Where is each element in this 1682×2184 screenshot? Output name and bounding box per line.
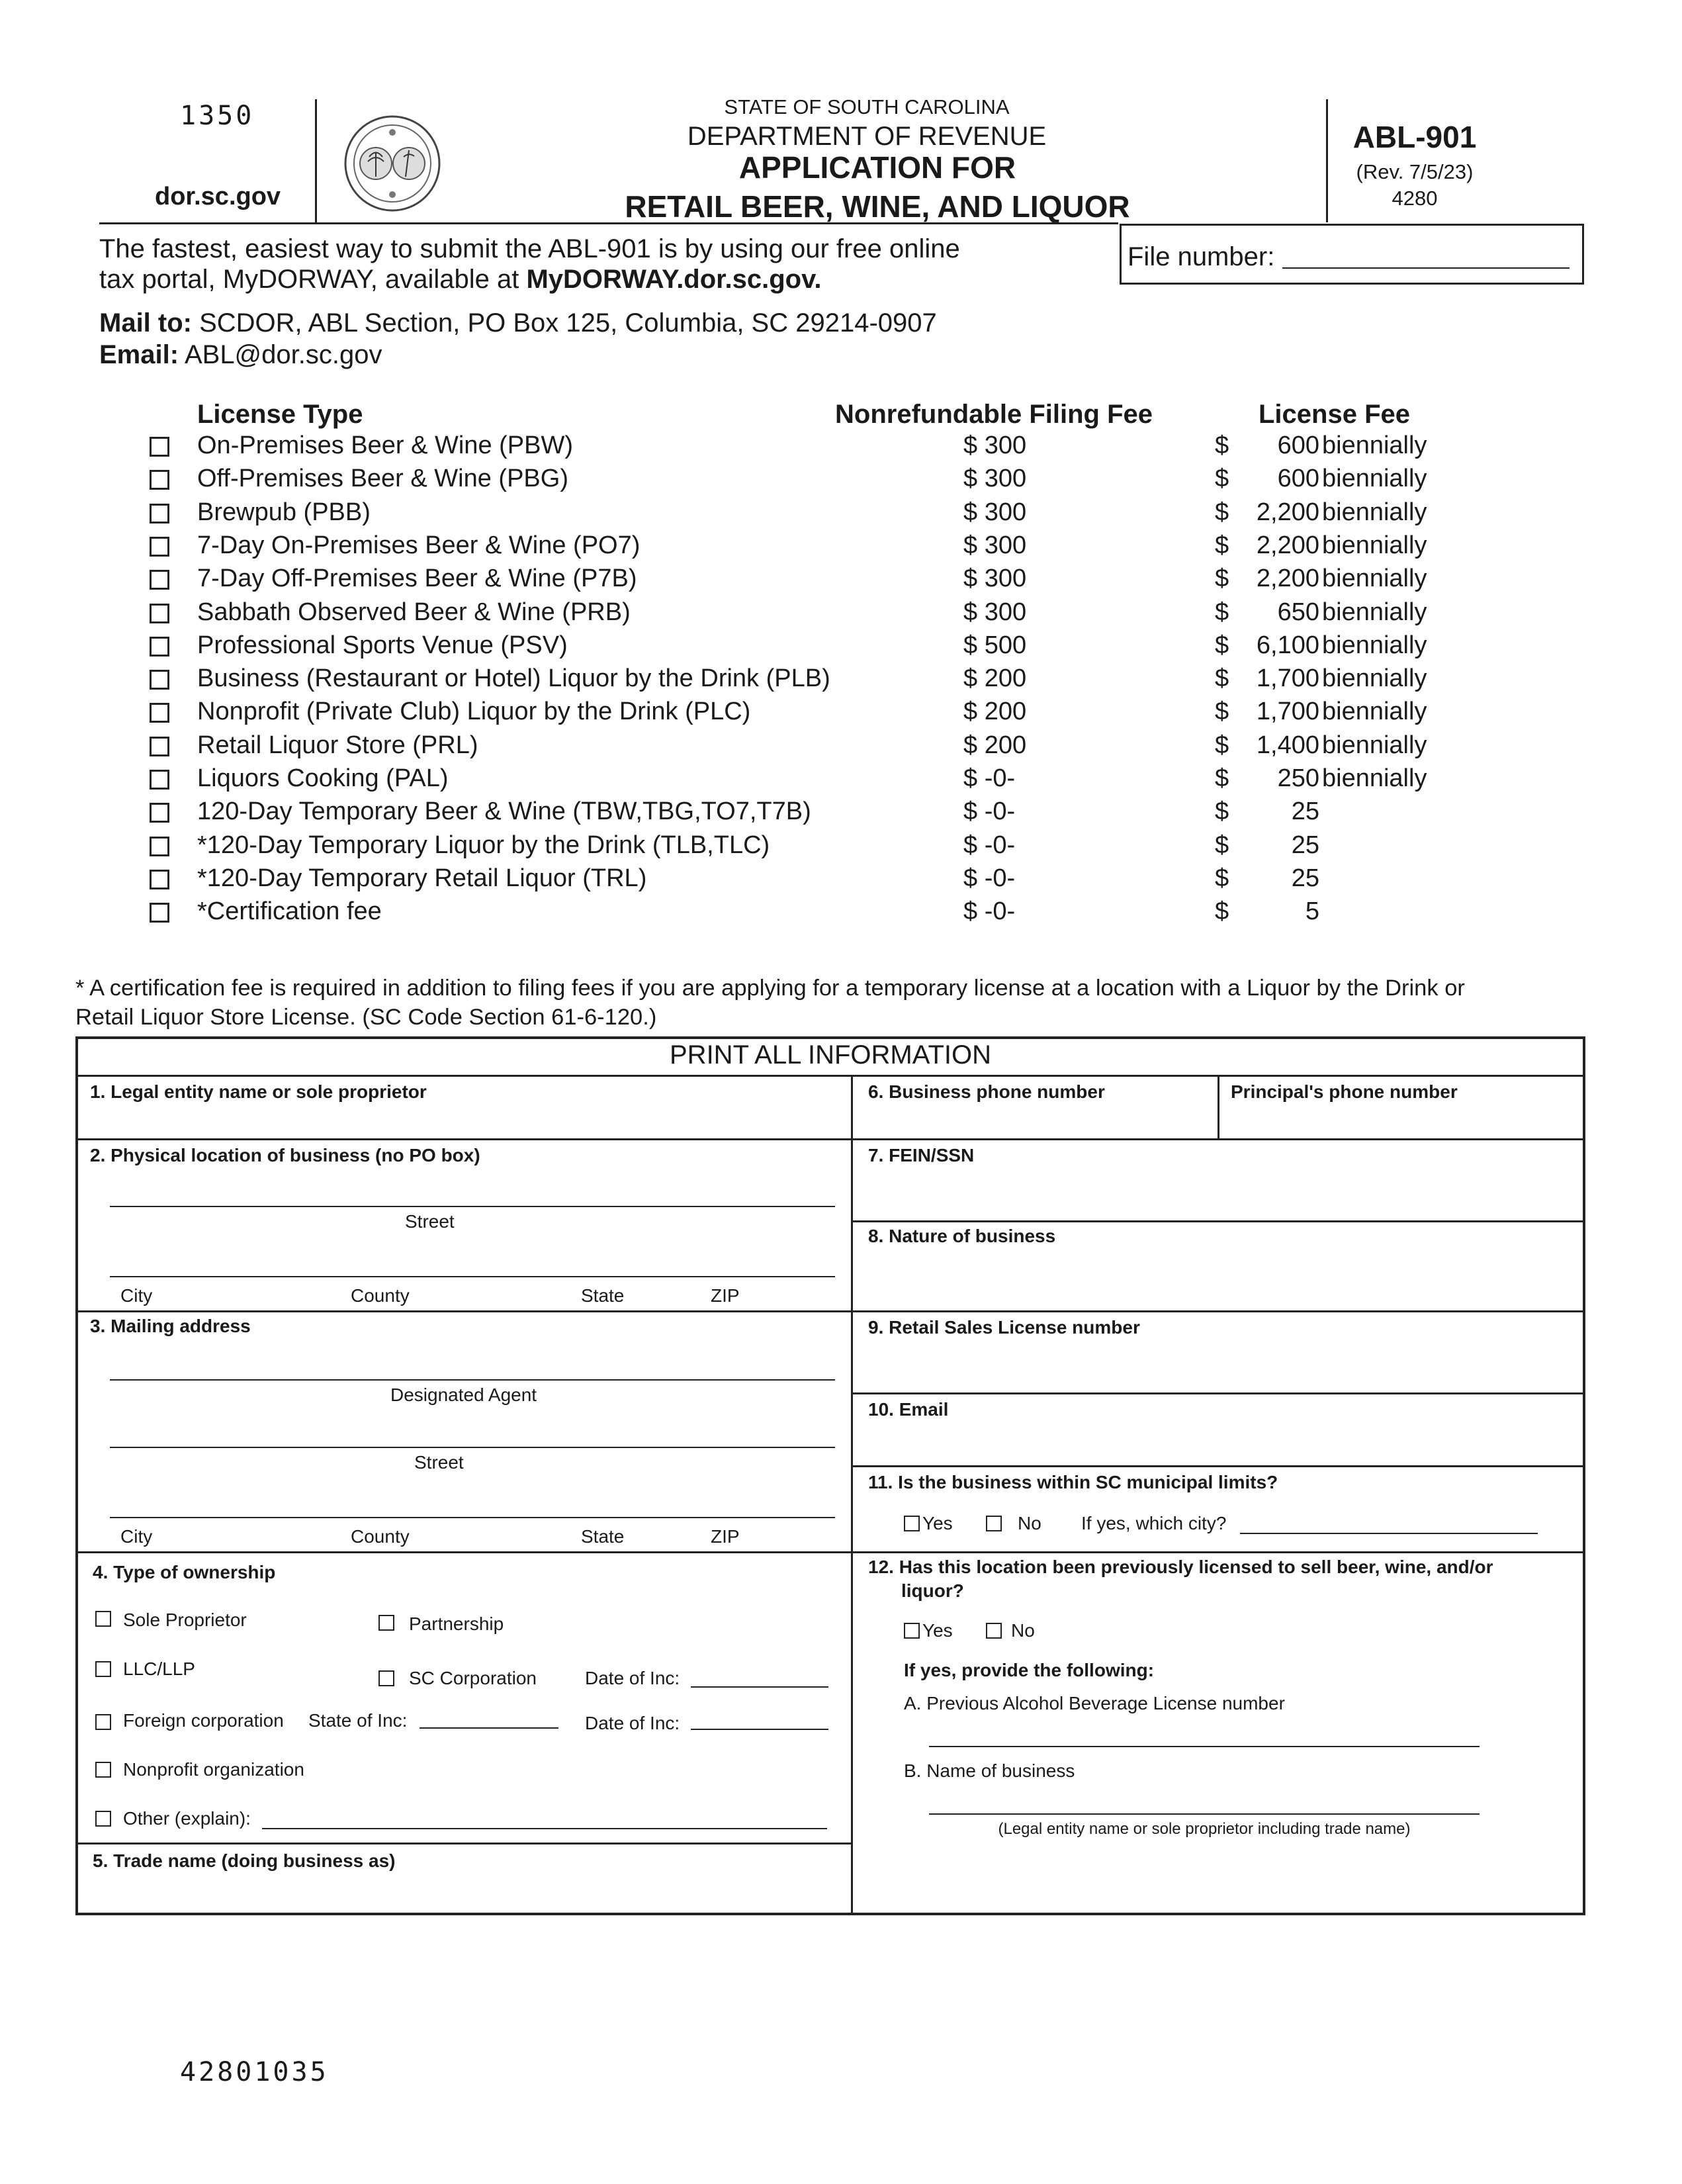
municipal-yes-label: Yes: [922, 1513, 953, 1533]
license-checkbox[interactable]: [150, 870, 169, 889]
foreign-date-of-inc-input[interactable]: [691, 1729, 828, 1730]
field-12-label-line2: liquor?: [901, 1580, 964, 1601]
license-fee-period: biennially: [1322, 498, 1427, 526]
license-fee: 6,100: [1256, 631, 1319, 659]
email-line: [99, 340, 382, 370]
license-name: 7-Day Off-Premises Beer & Wine (P7B): [197, 565, 637, 593]
license-checkbox[interactable]: [150, 470, 169, 490]
license-fee: 25: [1291, 797, 1319, 826]
sc-corporation-checkbox[interactable]: [378, 1670, 394, 1686]
license-fee: 2,200: [1256, 498, 1319, 526]
license-checkbox[interactable]: [150, 803, 169, 823]
sc-date-of-inc-input[interactable]: [691, 1686, 828, 1688]
state-of-inc-label: State of Inc:: [308, 1710, 408, 1731]
license-name: 120-Day Temporary Beer & Wine (TBW,TBG,TO7,T7B): [197, 797, 811, 826]
license-fee-period: biennially: [1322, 598, 1427, 626]
foreign-corporation-checkbox[interactable]: [95, 1714, 111, 1730]
mailing-zip-label: ZIP: [711, 1526, 740, 1547]
form-grid: [75, 1036, 1585, 1915]
license-row: [0, 531, 1682, 565]
legal-entity-input[interactable]: [86, 1105, 844, 1138]
form-number: ABL-901: [1352, 120, 1477, 154]
filing-fee: $ -0-: [963, 864, 1016, 892]
filing-fee: $ -0-: [963, 797, 1016, 826]
which-city-label: If yes, which city?: [1081, 1513, 1227, 1533]
field-7-label: 7. FEIN/SSN: [868, 1145, 975, 1165]
other-ownership-input[interactable]: [262, 1828, 827, 1829]
foreign-corporation-label: Foreign corporation: [123, 1710, 284, 1731]
sole-proprietor-checkbox[interactable]: [95, 1611, 111, 1627]
form-center-divider: [851, 1075, 853, 1915]
filing-fee: $ 500: [963, 631, 1027, 659]
previous-license-yes-checkbox[interactable]: [904, 1623, 920, 1639]
email-address: ABL@dor.sc.gov: [179, 340, 382, 369]
field-11-label: 11. Is the business within SC municipal limits?: [868, 1472, 1278, 1492]
legal-entity-note: (Legal entity name or sole proprietor including trade name): [998, 1820, 1411, 1838]
field-6-label: 6. Business phone number: [868, 1081, 1105, 1102]
field-4-label: 4. Type of ownership: [93, 1562, 276, 1582]
license-checkbox[interactable]: [150, 770, 169, 790]
license-name: On-Premises Beer & Wine (PBW): [197, 432, 573, 459]
license-row: [0, 465, 1682, 498]
license-row: [0, 498, 1682, 531]
filing-fee: $ 300: [963, 598, 1027, 626]
header-bottom-rule: [99, 222, 1118, 224]
barcode-number: 42801035: [180, 2057, 329, 2087]
llc-checkbox[interactable]: [95, 1661, 111, 1677]
state-of-inc-input[interactable]: [420, 1727, 558, 1729]
name-of-business-label: B. Name of business: [904, 1760, 1075, 1781]
license-checkbox[interactable]: [150, 604, 169, 623]
municipal-yes-checkbox[interactable]: [904, 1516, 920, 1531]
print-all-header: PRINT ALL INFORMATION: [670, 1040, 991, 1069]
license-fee-dollar: $: [1215, 498, 1229, 526]
license-fee-dollar: $: [1215, 531, 1229, 559]
designated-agent-label: Designated Agent: [390, 1385, 537, 1405]
mail-to-label: Mail to:: [99, 308, 192, 338]
license-fee-period: biennially: [1322, 764, 1427, 792]
license-fee: 25: [1291, 864, 1319, 892]
license-fee-dollar: $: [1215, 664, 1229, 693]
license-fee-header: License Fee: [1259, 400, 1411, 429]
license-fee: 1,700: [1256, 664, 1319, 693]
designated-agent-input[interactable]: [110, 1379, 835, 1381]
license-fee: 1,400: [1256, 731, 1319, 759]
license-row: [0, 598, 1682, 631]
license-checkbox[interactable]: [150, 670, 169, 690]
license-fee-period: biennially: [1322, 531, 1427, 559]
license-name: Retail Liquor Store (PRL): [197, 731, 478, 759]
license-checkbox[interactable]: [150, 703, 169, 723]
license-name: Professional Sports Venue (PSV): [197, 631, 568, 659]
field-10-label: 10. Email: [868, 1399, 949, 1420]
field-2-label: 2. Physical location of business (no PO box): [90, 1145, 480, 1165]
license-name: Nonprofit (Private Club) Liquor by the Drink (PLC): [197, 698, 751, 726]
license-fee: 600: [1277, 432, 1319, 459]
file-number-label: File number:: [1128, 242, 1275, 271]
physical-street-label: Street: [405, 1211, 455, 1232]
website: dor.sc.gov: [155, 183, 281, 210]
field-8-label: 8. Nature of business: [868, 1226, 1056, 1246]
license-fee: 250: [1277, 764, 1319, 792]
filing-fee: $ -0-: [963, 764, 1016, 792]
field-5-label: 5. Trade name (doing business as): [93, 1850, 396, 1871]
license-row: [0, 897, 1682, 931]
filing-fee: $ 300: [963, 465, 1027, 493]
filing-fee: $ 200: [963, 664, 1027, 693]
other-ownership-checkbox[interactable]: [95, 1811, 111, 1827]
form-code-4280: 4280: [1392, 187, 1438, 210]
rule-after-field-3: [75, 1551, 851, 1553]
license-name: Brewpub (PBB): [197, 498, 371, 526]
if-yes-provide-label: If yes, provide the following:: [904, 1660, 1155, 1680]
mailing-city-label: City: [120, 1526, 153, 1547]
physical-state-label: State: [581, 1285, 625, 1306]
license-name: Liquors Cooking (PAL): [197, 764, 449, 792]
rule-after-field-10: [851, 1465, 1585, 1467]
physical-city-input[interactable]: [110, 1276, 835, 1277]
rule-after-field-4: [75, 1843, 851, 1844]
rule-after-field-6: [851, 1138, 1585, 1140]
principal-phone-label: Principal's phone number: [1231, 1081, 1458, 1102]
license-fee-dollar: $: [1215, 598, 1229, 626]
intro-line2-prefix: tax portal, MyDORWAY, available at: [99, 265, 527, 294]
mailing-county-label: County: [351, 1526, 410, 1547]
license-fee-dollar: $: [1215, 698, 1229, 726]
partnership-label: Partnership: [409, 1614, 504, 1634]
fein-ssn-input[interactable]: [860, 1171, 1577, 1218]
form-title-line1: APPLICATION FOR: [738, 150, 1016, 185]
mailing-city-input[interactable]: [110, 1517, 835, 1518]
license-fee-dollar: $: [1215, 731, 1229, 759]
municipal-no-label: No: [1018, 1513, 1041, 1533]
nature-of-business-input[interactable]: [860, 1251, 1577, 1306]
license-row: [0, 864, 1682, 897]
filing-fee: $ 300: [963, 565, 1027, 593]
license-checkbox[interactable]: [150, 504, 169, 523]
license-row: [0, 731, 1682, 764]
license-checkbox[interactable]: [150, 570, 169, 590]
license-fee: 2,200: [1256, 565, 1319, 593]
portal-link[interactable]: MyDORWAY.dor.sc.gov.: [526, 265, 822, 294]
file-number-field[interactable]: [1282, 267, 1570, 269]
sc-corporation-label: SC Corporation: [409, 1668, 537, 1688]
rule-after-field-11: [851, 1551, 1585, 1553]
license-row: [0, 797, 1682, 831]
license-fee-dollar: $: [1215, 764, 1229, 792]
sc-date-of-inc-label: Date of Inc:: [585, 1668, 680, 1688]
revision-date: (Rev. 7/5/23): [1356, 160, 1474, 183]
nonprofit-checkbox[interactable]: [95, 1762, 111, 1778]
municipal-no-checkbox[interactable]: [986, 1516, 1002, 1531]
license-name: *120-Day Temporary Retail Liquor (TRL): [197, 864, 647, 892]
phone-divider: [1217, 1075, 1219, 1138]
license-fee: 600: [1277, 465, 1319, 493]
license-checkbox[interactable]: [150, 903, 169, 923]
license-fee-dollar: $: [1215, 631, 1229, 659]
license-row: [0, 432, 1682, 465]
state-name: STATE OF SOUTH CAROLINA: [724, 95, 1010, 118]
license-fee-dollar: $: [1215, 465, 1229, 493]
license-fee-dollar: $: [1215, 797, 1229, 826]
mailing-street-input[interactable]: [110, 1447, 835, 1448]
form-title-line2: RETAIL BEER, WINE, AND LIQUOR: [625, 189, 1130, 224]
filing-fee: $ -0-: [963, 897, 1016, 926]
license-fee-period: biennially: [1322, 465, 1427, 493]
previous-license-no-label: No: [1011, 1620, 1035, 1641]
license-fee-period: biennially: [1322, 432, 1427, 459]
previous-license-number-input[interactable]: [929, 1746, 1480, 1747]
rule-after-field-2: [75, 1310, 851, 1312]
license-row: [0, 565, 1682, 598]
license-name: Sabbath Observed Beer & Wine (PRB): [197, 598, 631, 626]
mailing-state-label: State: [581, 1526, 625, 1547]
physical-zip-label: ZIP: [711, 1285, 740, 1306]
partnership-checkbox[interactable]: [378, 1615, 394, 1631]
physical-county-label: County: [351, 1285, 410, 1306]
license-checkbox[interactable]: [150, 737, 169, 756]
previous-license-no-checkbox[interactable]: [986, 1623, 1002, 1639]
license-fee-dollar: $: [1215, 565, 1229, 593]
license-fee-period: biennially: [1322, 631, 1427, 659]
filing-fee: $ -0-: [963, 831, 1016, 859]
sole-proprietor-label: Sole Proprietor: [123, 1610, 247, 1630]
nonprofit-label: Nonprofit organization: [123, 1759, 304, 1780]
license-row: [0, 764, 1682, 797]
rule-after-field-8: [851, 1310, 1585, 1312]
previous-license-number-label: A. Previous Alcohol Beverage License number: [904, 1693, 1285, 1713]
license-fee-period: biennially: [1322, 731, 1427, 759]
license-fee: 2,200: [1256, 531, 1319, 559]
rule-after-field-9: [851, 1392, 1585, 1394]
mailing-street-label: Street: [414, 1452, 464, 1473]
mail-to: [99, 308, 937, 338]
footnote-line2: Retail Liquor Store License. (SC Code Section 61-6-120.): [75, 1005, 657, 1030]
filing-fee: $ 200: [963, 698, 1027, 726]
license-row: [0, 698, 1682, 731]
license-checkbox[interactable]: [150, 837, 169, 856]
license-checkbox[interactable]: [150, 637, 169, 657]
email-label: Email:: [99, 340, 179, 369]
license-name: Off-Premises Beer & Wine (PBG): [197, 465, 568, 493]
intro-line1: The fastest, easiest way to submit the ABL-901 is by using our free online: [99, 234, 960, 263]
field-12-label-line1: 12. Has this location been previously licensed to sell beer, wine, and/or: [868, 1557, 1493, 1577]
license-fee-period: biennially: [1322, 565, 1427, 593]
llc-label: LLC/LLP: [123, 1659, 195, 1679]
field-3-label: 3. Mailing address: [90, 1316, 251, 1336]
filing-fee: $ 300: [963, 531, 1027, 559]
license-fee-period: biennially: [1322, 664, 1427, 693]
license-type-header: License Type: [197, 400, 363, 429]
license-fee-dollar: $: [1215, 831, 1229, 859]
license-row: [0, 664, 1682, 698]
business-phone-input[interactable]: [860, 1105, 1211, 1136]
intro-line2: [99, 265, 822, 295]
field-1-label: 1. Legal entity name or sole proprietor: [90, 1081, 427, 1102]
retail-sales-license-input[interactable]: [860, 1343, 1577, 1390]
filing-fee: $ 300: [963, 498, 1027, 526]
license-name: *120-Day Temporary Liquor by the Drink (TLB,TLC): [197, 831, 770, 859]
footnote-line1: * A certification fee is required in addition to filing fees if you are applying for a temporary license at a location with a Liquor by the Drink or: [75, 976, 1465, 1001]
form-code: 1350: [180, 101, 255, 131]
license-row: [0, 631, 1682, 664]
license-fee: 650: [1277, 598, 1319, 626]
license-fee-dollar: $: [1215, 432, 1229, 459]
rule-after-field-1: [75, 1138, 851, 1140]
license-row: [0, 831, 1682, 864]
license-fee-dollar: $: [1215, 897, 1229, 926]
license-checkbox[interactable]: [150, 437, 169, 457]
trade-name-input[interactable]: [86, 1876, 844, 1909]
rule-after-field-7: [851, 1220, 1585, 1222]
principal-phone-input[interactable]: [1227, 1105, 1577, 1136]
license-name: *Certification fee: [197, 897, 382, 926]
other-ownership-label: Other (explain):: [123, 1808, 251, 1829]
license-fee: 1,700: [1256, 698, 1319, 726]
license-name: 7-Day On-Premises Beer & Wine (PO7): [197, 531, 641, 559]
license-name: Business (Restaurant or Hotel) Liquor by the Drink (PLB): [197, 664, 830, 693]
filing-fee: $ 300: [963, 432, 1027, 459]
physical-street-input[interactable]: [110, 1206, 835, 1207]
license-fee-dollar: $: [1215, 864, 1229, 892]
license-fee: 25: [1291, 831, 1319, 859]
which-city-input[interactable]: [1240, 1533, 1538, 1534]
previous-license-yes-label: Yes: [922, 1620, 953, 1641]
name-of-business-input[interactable]: [929, 1813, 1480, 1815]
physical-city-label: City: [120, 1285, 153, 1306]
mail-to-address: SCDOR, ABL Section, PO Box 125, Columbia, SC 29214-0907: [191, 308, 937, 338]
filing-fee: $ 200: [963, 731, 1027, 759]
email-input[interactable]: [860, 1423, 1577, 1463]
license-fee-period: biennially: [1322, 698, 1427, 726]
license-fee: 5: [1305, 897, 1319, 926]
department-name: DEPARTMENT OF REVENUE: [687, 122, 1047, 151]
filing-fee-header: Nonrefundable Filing Fee: [835, 400, 1153, 429]
form-grid-header-rule: [75, 1075, 1585, 1077]
field-9-label: 9. Retail Sales License number: [868, 1317, 1140, 1338]
license-checkbox[interactable]: [150, 537, 169, 557]
foreign-date-of-inc-label: Date of Inc:: [585, 1713, 680, 1733]
